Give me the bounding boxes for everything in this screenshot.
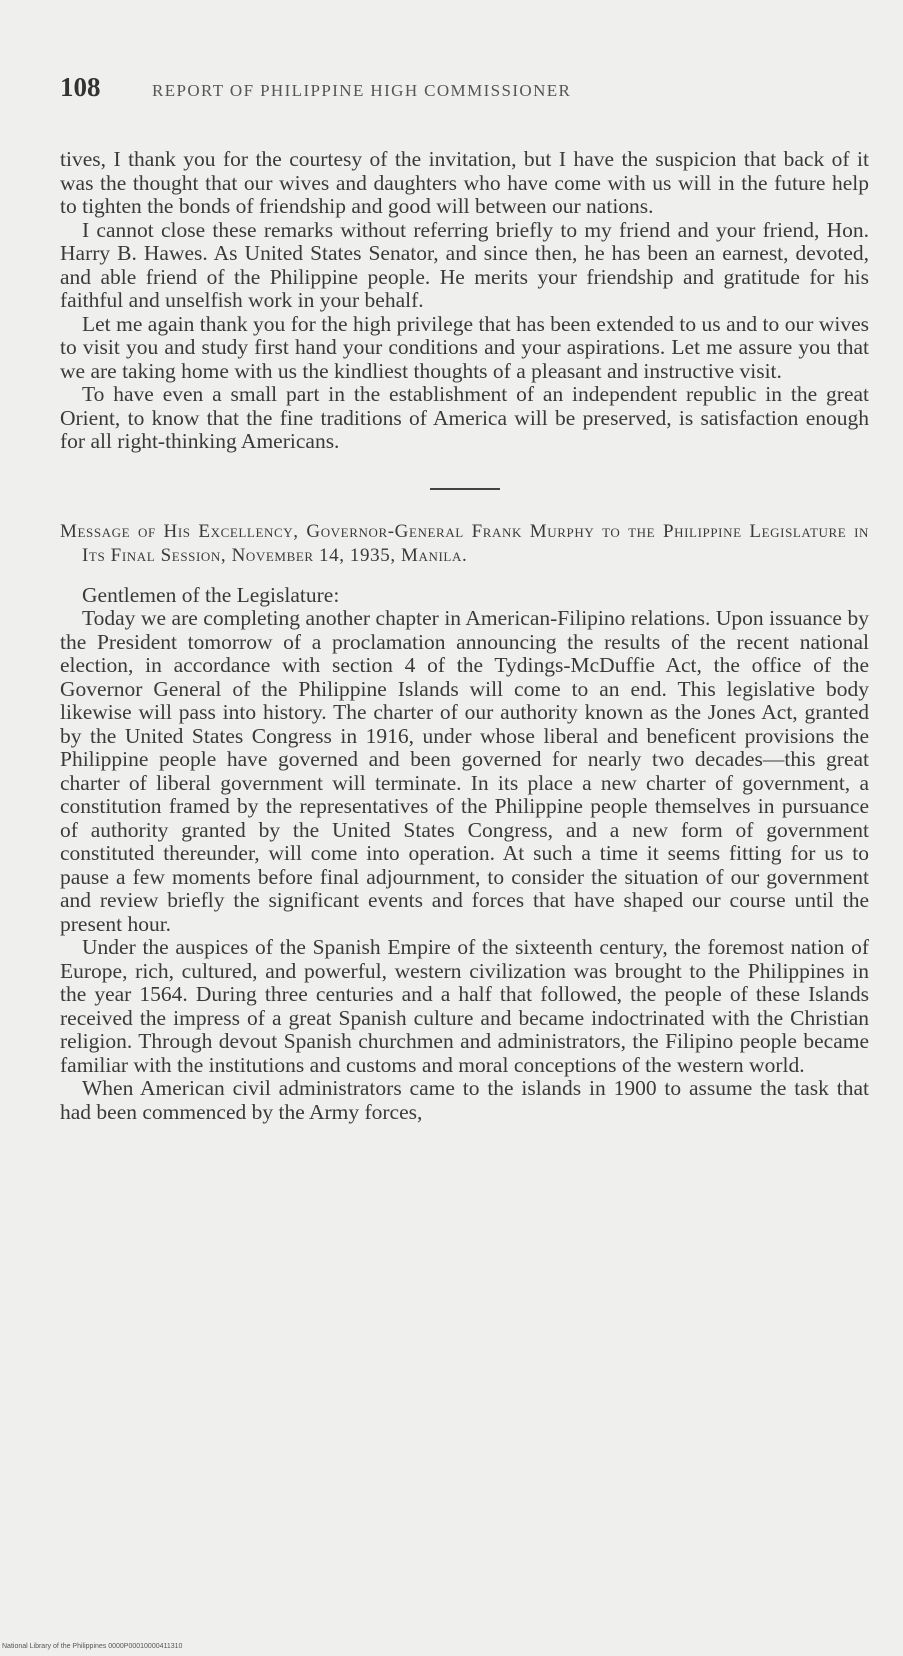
document-page	[60, 72, 869, 1124]
paragraph-hawes: I cannot close these remarks without referring briefly to my friend and your friend, Hon. Harry B. Hawes. As United States Senator, and since then, he has been an earnest, devoted, and able friend of the Philippine people. He merits your friendship and gratitude for his faithful and unselfish work in your behalf.	[60, 217, 869, 312]
paragraph-continuation: tives, I thank you for the courtesy of the invitation, but I have the suspicion that back of it was the thought that our wives and daughters who have come with us will in the future help to tighten the bonds of friendship and good will between our nations.	[60, 147, 869, 218]
paragraph-chapter: Today we are completing another chapter in American-Filipino relations. Upon issuance by the President tomorrow of a proclamation announcing the results of the recent national election, in accordance with section 4 of the Tydings-McDuffie Act, the office of the Governor General of the Philippine Islands will come to an end. This legislative body likewise will pass into history. The charter of our authority known as the Jones Act, granted by the United States Congress in 1916, under whose liberal and beneficent provisions the Philippine people have governed and been governed for nearly two decades—this great charter of liberal government will terminate. In its place a new charter of government, a constitution framed by the representatives of the Philippine people themselves in pursuance of authority granted by the United States Congress, and a new form of government constituted thereunder, will come into operation. At such a time it seems fitting for us to pause a few moments before final adjournment, to consider the situation of our government and review briefly the significant events and forces that have shaped our course until the present hour.	[60, 606, 869, 936]
paragraph-spanish-empire: Under the auspices of the Spanish Empire of the sixteenth century, the foremost nation of Europe, rich, cultured, and powerful, western civilization was brought to the Philippines in the year 1564. During three centuries and a half that followed, the people of these Islands received the impress of a great Spanish culture and became indoctrinated with the Christian religion. Through devout Spanish churchmen and administrators, the Filipino people became familiar with the institutions and customs and moral conceptions of the western world.	[60, 935, 869, 1077]
page-header	[60, 72, 869, 112]
section-divider	[430, 488, 500, 490]
running-head: REPORT OF PHILIPPINE HIGH COMMISSIONER	[152, 81, 572, 100]
paragraph-republic: To have even a small part in the establishment of an independent republic in the great Orient, to know that the fine traditions of America will be preserved, is satisfaction enough for all right-thinking Americans.	[60, 382, 869, 453]
scan-footer: National Library of the Philippines 0000P00010000411310	[2, 1643, 183, 1650]
paragraph-american-administrators: When American civil administrators came to the islands in 1900 to assume the task that had been commenced by the Army forces,	[60, 1076, 869, 1124]
message-title: Message of His Excellency, Governor-General Frank Murphy to the Philippine Legislature in Its Final Session, November 14, 1935, Manila.	[60, 520, 869, 566]
page-number: 108	[60, 72, 101, 102]
salutation: Gentlemen of the Legislature:	[82, 582, 340, 607]
paragraph-thanks: Let me again thank you for the high privilege that has been extended to us and to our wives to visit you and study first hand your conditions and your aspirations. Let me assure you that we are taking home with us the kindliest thoughts of a pleasant and instructive visit.	[60, 311, 869, 383]
